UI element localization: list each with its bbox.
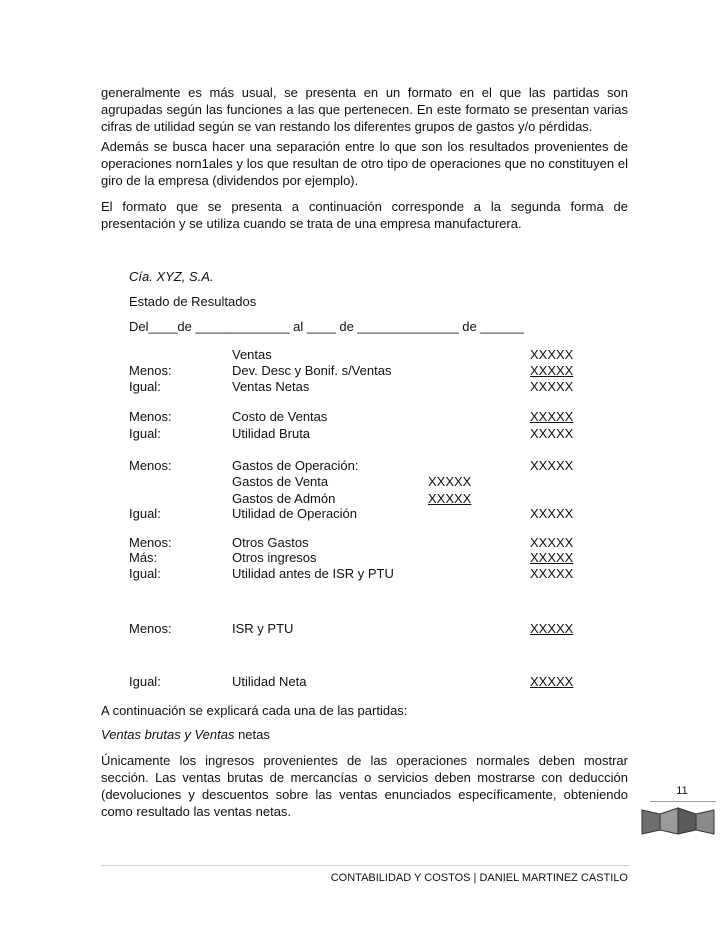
row-amount: XXXXX [530, 506, 574, 521]
row-amount: XXXXX [530, 621, 574, 636]
row-operator: Menos: [129, 535, 172, 550]
statement-row [0, 621, 728, 637]
row-amount: XXXXX [530, 458, 574, 473]
row-operator: Igual: [129, 506, 161, 521]
statement-row [0, 566, 728, 582]
row-operator: Menos: [129, 621, 172, 636]
row-subamount: XXXXX [428, 491, 472, 506]
row-amount: XXXXX [530, 674, 574, 689]
page-corner-decoration-icon [640, 806, 716, 836]
row-concept: Utilidad Bruta [232, 426, 311, 441]
subheading-rest: netas [234, 727, 270, 742]
row-amount: XXXXX [530, 566, 574, 581]
statement-row [0, 426, 728, 442]
row-operator: Igual: [129, 379, 161, 394]
paragraph-1: generalmente es más usual, se presenta en un formato en el que las partidas son agrupadas según las funciones a las que pertenecen. En este formato se presentan varias cifras de utilidad según se van restando los diferentes grupos de gastos y/o pérdidas. [101, 85, 628, 134]
row-operator: Igual: [129, 426, 161, 441]
paragraph-2: Además se busca hacer una separación entre lo que son los resultados provenientes de operaciones norn1ales y los que resultan de otro tipo de operaciones que no constituyen el giro de la empresa (dividendos por ejemplo). [101, 139, 628, 188]
row-concept: Utilidad de Operación [232, 506, 358, 521]
row-concept: Otros Gastos [232, 535, 309, 550]
row-amount: XXXXX [530, 535, 574, 550]
row-amount: XXXXX [530, 347, 574, 362]
row-concept: Utilidad antes de ISR y PTU [232, 566, 394, 581]
row-amount: XXXXX [530, 550, 574, 565]
row-amount: XXXXX [530, 379, 574, 394]
row-concept: Utilidad Neta [232, 674, 307, 689]
statement-row [0, 347, 728, 363]
paragraph-ventas: Únicamente los ingresos provenientes de las operaciones normales deben mostrar sección. Las ventas brutas de mercancías o servicios deben mostrarse con deducción (devoluciones y descuentos sobre las ventas enunciados específicamente, obteniendo como resultado las ventas netas. [101, 753, 628, 819]
row-concept: Ventas [232, 347, 272, 362]
row-operator: Igual: [129, 674, 161, 689]
statement-row [0, 506, 728, 522]
statement-period: Del____de _____________ al ____ de ______________ de ______ [129, 319, 524, 334]
row-concept: Ventas Netas [232, 379, 310, 394]
row-concept: Gastos de Operación: [232, 458, 359, 473]
row-operator: Menos: [129, 458, 172, 473]
statement-row [0, 535, 728, 551]
row-concept: Otros ingresos [232, 550, 317, 565]
row-concept: Costo de Ventas [232, 409, 328, 424]
statement-row [0, 674, 728, 690]
after-statement-text: A continuación se explicará cada una de las partidas: [101, 703, 408, 718]
statement-title: Estado de Resultados [129, 294, 257, 309]
row-concept: Dev. Desc y Bonif. s/Ventas [232, 363, 392, 378]
row-operator: Igual: [129, 566, 161, 581]
company-name: Cía. XYZ, S.A. [129, 269, 214, 284]
statement-row [0, 379, 728, 395]
row-operator: Más: [129, 550, 158, 565]
statement-row [0, 363, 728, 379]
statement-row [0, 409, 728, 425]
row-operator: Menos: [129, 363, 172, 378]
page-number: 11 [676, 785, 688, 797]
row-concept: Gastos de Venta [232, 474, 329, 489]
footer-text: CONTABILIDAD Y COSTOS | DANIEL MARTINEZ CASTILO [330, 872, 628, 884]
row-amount: XXXXX [530, 363, 574, 378]
subheading-italic: Ventas brutas y Ventas [101, 727, 235, 742]
statement-row [0, 550, 728, 566]
row-amount: XXXXX [530, 409, 574, 424]
statement-row [0, 491, 728, 507]
footer-rule [101, 865, 629, 866]
statement-row [0, 474, 728, 490]
row-subamount: XXXXX [428, 474, 472, 489]
page-number-rule [650, 801, 716, 802]
row-operator: Menos: [129, 409, 172, 424]
row-amount: XXXXX [530, 426, 574, 441]
row-concept: ISR y PTU [232, 621, 294, 636]
statement-row [0, 458, 728, 474]
paragraph-3: El formato que se presenta a continuación corresponde a la segunda forma de presentación y se utiliza cuando se trata de una empresa manufacturera. [101, 199, 628, 231]
row-concept: Gastos de Admón [232, 491, 336, 506]
section-subheading [101, 726, 628, 743]
